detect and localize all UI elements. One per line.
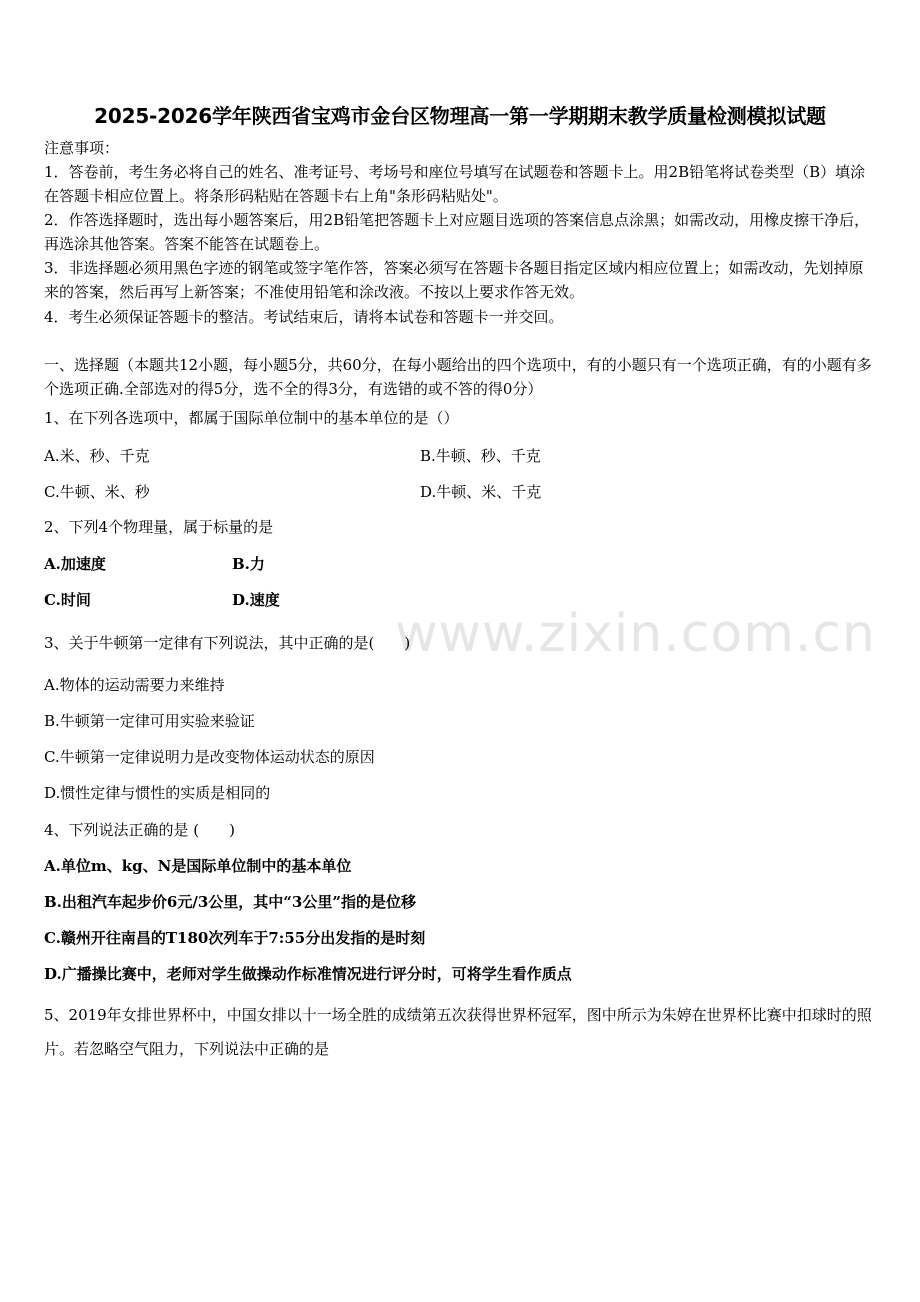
question-2-option-d: D.速度 — [232, 591, 280, 609]
notice-item-1: 1．答卷前，考生务必将自己的姓名、准考证号、考场号和座位号填写在试题卷和答题卡上。用2B铅笔将试卷类型（B）填涂在答题卡相应位置上。将条形码粘贴在答题卡右上角"条形码粘贴处"。 — [44, 163, 866, 205]
notice-item-3: 3．非选择题必须用黑色字迹的钢笔或签字笔作答，答案必须写在答题卡各题目指定区域内相应位置上；如需改动，先划掉原来的答案，然后再写上新答案；不准使用铅笔和涂改液。不按以上要求作答无效。 — [44, 259, 864, 301]
question-2-option-c: C.时间 — [44, 591, 91, 609]
question-3-option-d: D.惯性定律与惯性的实质是相同的 — [44, 784, 271, 802]
question-3-option-c: C.牛顿第一定律说明力是改变物体运动状态的原因 — [44, 748, 375, 766]
question-4-stem: 4、下列说法正确的是 ( ) — [44, 821, 236, 839]
question-1-option-b: B.牛顿、秒、千克 — [420, 447, 541, 465]
question-5-stem: 5、2019年女排世界杯中，中国女排以十一场全胜的成绩第五次获得世界杯冠军，图中所示为朱婷在世界杯比赛中扣球时的照片。若忽略空气阻力，下列说法中正确的是 — [44, 1006, 872, 1058]
question-1-stem: 1、在下列各选项中，都属于国际单位制中的基本单位的是（） — [44, 409, 459, 427]
question-3-option-b: B.牛顿第一定律可用实验来验证 — [44, 712, 255, 730]
notice-item-4: 4．考生必须保证答题卡的整洁。考试结束后，请将本试卷和答题卡一并交回。 — [44, 308, 564, 326]
question-4-option-d: D.广播操比赛中，老师对学生做操动作标准情况进行评分时，可将学生看作质点 — [44, 965, 572, 983]
question-1-option-d: D.牛顿、米、千克 — [420, 483, 542, 501]
question-4-option-b: B.出租汽车起步价6元/3公里，其中“3公里”指的是位移 — [44, 893, 416, 911]
question-1-option-a: A.米、秒、千克 — [44, 447, 150, 465]
watermark: www.zixin.com.cn — [395, 604, 876, 664]
question-4-option-c: C.赣州开往南昌的T180次列车于7:55分出发指的是时刻 — [44, 929, 426, 947]
notice-heading: 注意事项： — [44, 139, 120, 157]
question-2-stem: 2、下列4个物理量，属于标量的是 — [44, 518, 274, 536]
question-2-option-a: A.加速度 — [44, 555, 106, 573]
section-heading: 一、选择题（本题共12小题，每小题5分，共60分，在每小题给出的四个选项中，有的小题只有一个选项正确，有的小题有多个选项正确.全部选对的得5分，选不全的得3分，有选错的或不答的得0分） — [44, 356, 872, 398]
question-4-option-a: A.单位m、kg、N是国际单位制中的基本单位 — [44, 857, 352, 875]
page-title: 2025-2026学年陕西省宝鸡市金台区物理高一第一学期期末教学质量检测模拟试题 — [94, 104, 826, 128]
question-2-option-b: B.力 — [232, 555, 265, 573]
notice-item-2: 2．作答选择题时，选出每小题答案后，用2B铅笔把答题卡上对应题目选项的答案信息点涂黑；如需改动，用橡皮擦干净后，再选涂其他答案。答案不能答在试题卷上。 — [44, 211, 870, 253]
question-1-option-c: C.牛顿、米、秒 — [44, 483, 150, 501]
question-3-option-a: A.物体的运动需要力来维持 — [44, 676, 225, 694]
question-3-stem: 3、关于牛顿第一定律有下列说法，其中正确的是( ) — [44, 634, 411, 652]
